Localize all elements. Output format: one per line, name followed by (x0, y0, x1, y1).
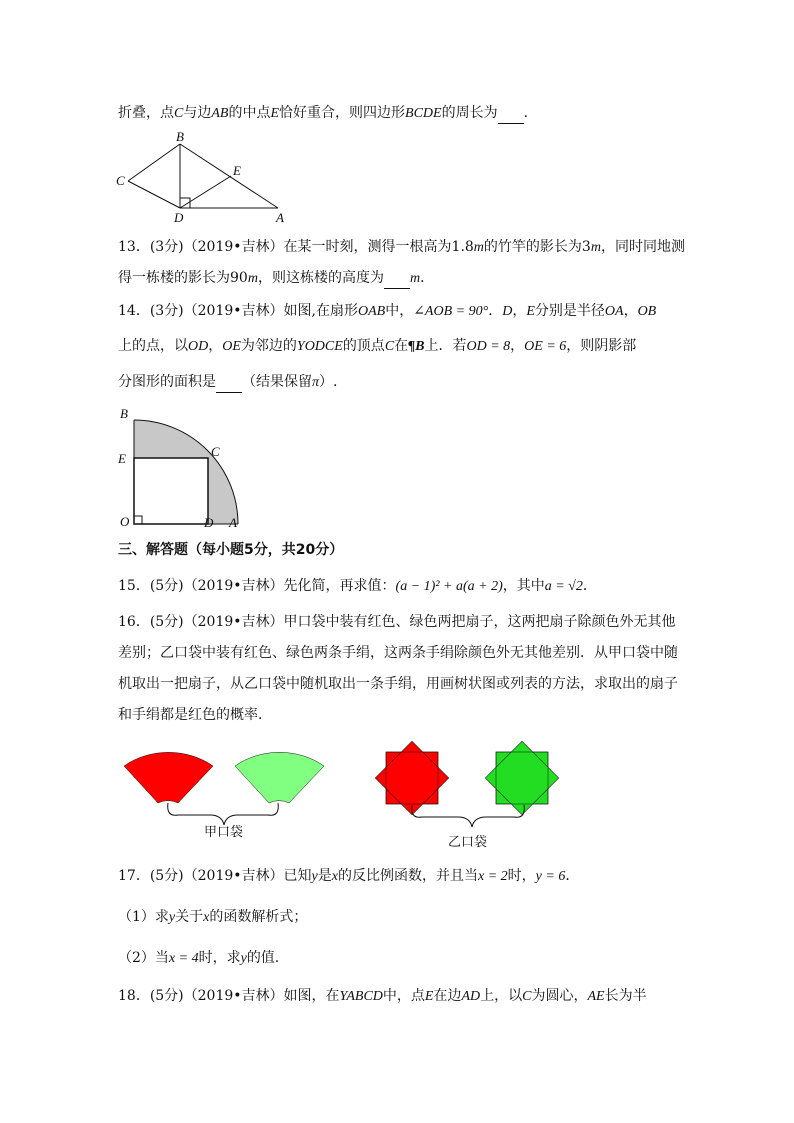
answer-blank (384, 274, 410, 289)
q14-part: 分图形的面积是 (118, 374, 216, 390)
figure-q12 (110, 128, 300, 228)
q14-part: ， (623, 303, 638, 319)
brace-bag2 (412, 805, 525, 827)
point-c: C (522, 989, 532, 1004)
q14-part: ， (208, 338, 223, 354)
q18-part: 在边 (433, 988, 462, 1004)
q12-part: 的中点 (228, 105, 271, 121)
bag2-label: 乙口袋 (448, 835, 488, 850)
q18-part: 上，以 (480, 988, 523, 1004)
q14-line2 (118, 336, 636, 357)
q17-part: 的反比例函数，并且当 (337, 868, 478, 884)
condition: OD = 8 (466, 339, 511, 354)
q14-part: 上．若 (424, 338, 467, 354)
segment-ab: AB (211, 106, 229, 121)
q15-part: ． (582, 578, 597, 594)
label-e: E (233, 163, 241, 178)
green-handkerchief (485, 741, 559, 815)
figure-q14 (110, 400, 250, 530)
unit: m (473, 240, 484, 255)
var-x: x (331, 869, 338, 884)
side-oe: OE (222, 339, 241, 354)
sector-oab: OAB (357, 304, 386, 319)
label-c: C (116, 173, 125, 188)
q14-line3 (118, 372, 337, 393)
q16-line3: 机取出一把扇子，从乙口袋中随机取出一条手绢，用画树状图或列表的方法，求取出的扇子 (118, 676, 678, 692)
q17-part: 时， (507, 868, 536, 884)
side-ad: AD (461, 989, 481, 1004)
condition: OE = 6 (524, 339, 567, 354)
label-o: O (120, 514, 130, 529)
q14-part: 上的点，以 (118, 338, 188, 354)
radius-ob: OB (637, 304, 657, 319)
q17-part: 关于 (175, 909, 204, 925)
q14-part: 中， (385, 303, 414, 319)
q14-part: 分别是半径 (534, 303, 605, 319)
q14-part: ， (512, 303, 527, 319)
q18-part: 为圆心， (531, 988, 588, 1004)
quad-bcde: BCDE (405, 106, 442, 121)
q14-line1 (118, 301, 656, 322)
q12-part: 与边 (183, 105, 212, 121)
side-od: OD (188, 339, 209, 354)
var-y: y (311, 869, 318, 884)
q18-part: 长为半 (604, 988, 647, 1004)
segment-bc (128, 144, 180, 181)
q17-part: 时，求 (198, 950, 241, 966)
q18-line1 (118, 986, 647, 1007)
red-fan (124, 752, 213, 803)
label-a: A (229, 515, 237, 530)
q12-part: 恰好重合，则四边形 (279, 105, 406, 121)
pi-symbol: π (312, 375, 320, 390)
condition: x = 2 (477, 869, 508, 884)
q15-text (118, 576, 597, 597)
segment-ae: AE (587, 989, 605, 1004)
condition: a = √2 (544, 579, 583, 594)
q18-part: 18．(5分)（2019•吉林）如图，在 (118, 988, 340, 1004)
point-d: D (502, 304, 513, 319)
q13-part: 的竹竿的影长为 (483, 239, 582, 255)
bag1-label: 甲口袋 (204, 825, 244, 840)
var-x: x (203, 910, 210, 925)
q14-part: ）. (319, 374, 338, 390)
q14-part: ， (510, 338, 525, 354)
q12-part: 的周长为 (441, 105, 498, 121)
q15-part: 15．(5分)（2019•吉林）先化简，再求值： (118, 578, 396, 594)
brace-bag1 (168, 803, 279, 825)
q13-line2 (118, 268, 434, 289)
q17-part: （1）求 (118, 909, 169, 925)
q13-part: ，则这栋楼的高度为 (257, 270, 384, 286)
q13-part: 得一栋楼的影长为 (118, 270, 230, 286)
q14-part: 为邻边的 (240, 338, 297, 354)
q17-part: 17．(5分)（2019•吉林）已知 (118, 868, 312, 884)
value: 1.8 (451, 239, 474, 255)
q14-part: （结果保留 (242, 374, 312, 390)
label-d: D (174, 210, 184, 225)
q17-part1 (118, 907, 307, 928)
q13-part: ，同时同地测 (600, 239, 685, 255)
point-c: C (384, 339, 395, 354)
q16-line4: 和手绢都是红色的概率． (118, 707, 272, 723)
q17-part: （2）当 (118, 950, 169, 966)
unit: m (590, 240, 601, 255)
segment-cd (128, 181, 180, 208)
segment-de (180, 176, 231, 208)
label-a: A (276, 210, 284, 225)
q18-part: 中，点 (382, 988, 425, 1004)
expression: (a − 1)² + a(a + 2) (395, 579, 503, 594)
arc-ab: ¶B (408, 339, 425, 354)
q12-part: 折叠，点 (118, 105, 174, 121)
unit: m (409, 271, 421, 286)
q14-part: ． (488, 303, 503, 319)
condition: x = 4 (168, 951, 199, 966)
red-handkerchief (375, 741, 449, 815)
q13-line1 (118, 237, 685, 258)
q17-part2 (118, 948, 279, 969)
figure-q16 (118, 735, 568, 855)
q17-part: ． (565, 868, 580, 884)
q17-part: 是 (317, 868, 332, 884)
q14-part: 的顶点 (342, 338, 385, 354)
point-e: E (526, 304, 535, 319)
q17-part: 的函数解析式； (209, 909, 308, 925)
q15-part: ，其中 (502, 578, 545, 594)
label-b: B (120, 406, 128, 421)
q12-part: . (523, 105, 529, 121)
rectangle-odce (134, 458, 208, 524)
q16-line1: 16．(5分)（2019•吉林）甲口袋中装有红色、绿色两把扇子，这两把扇子除颜色外无其他 (118, 614, 676, 630)
point-e: E (424, 989, 434, 1004)
answer-blank (498, 109, 524, 124)
angle-aob: ∠AOB = 90° (413, 304, 489, 319)
q14-part: ，则阴影部 (566, 338, 637, 354)
label-e: E (118, 451, 126, 466)
label-d: D (204, 515, 214, 530)
value: 3 (581, 239, 591, 255)
radius-oa: OA (604, 304, 624, 319)
condition: y = 6 (535, 869, 566, 884)
q14-part: 14．(3分)（2019•吉林）如图,在扇形 (118, 303, 358, 319)
parallelogram-abcd: YABCD (339, 989, 383, 1004)
parallelogram-odce: YODCE (296, 339, 343, 354)
var-y: y (168, 910, 176, 925)
point-c: C (174, 106, 184, 121)
q17-line1 (118, 866, 579, 887)
answer-blank (216, 378, 242, 393)
q13-part: ． (420, 270, 435, 286)
label-c: C (211, 444, 220, 459)
q14-part: 在 (394, 338, 409, 354)
q17-part: 的值. (246, 950, 280, 966)
var-y: y (240, 951, 247, 966)
point-e: E (270, 106, 280, 121)
section-heading: 三、解答题（每小题5分，共20分） (118, 542, 344, 558)
unit: m (247, 271, 258, 286)
q13-part: 13．(3分)（2019•吉林）在某一时刻，测得一根高为 (118, 239, 452, 255)
q12-text (118, 103, 528, 124)
green-fan (235, 752, 324, 803)
value: 90 (230, 270, 248, 286)
label-b: B (176, 129, 184, 144)
q16-line2: 差别；乙口袋中装有红色、绿色两条手绢，这两条手绢除颜色外无其他差别．从甲口袋中随 (118, 645, 678, 661)
